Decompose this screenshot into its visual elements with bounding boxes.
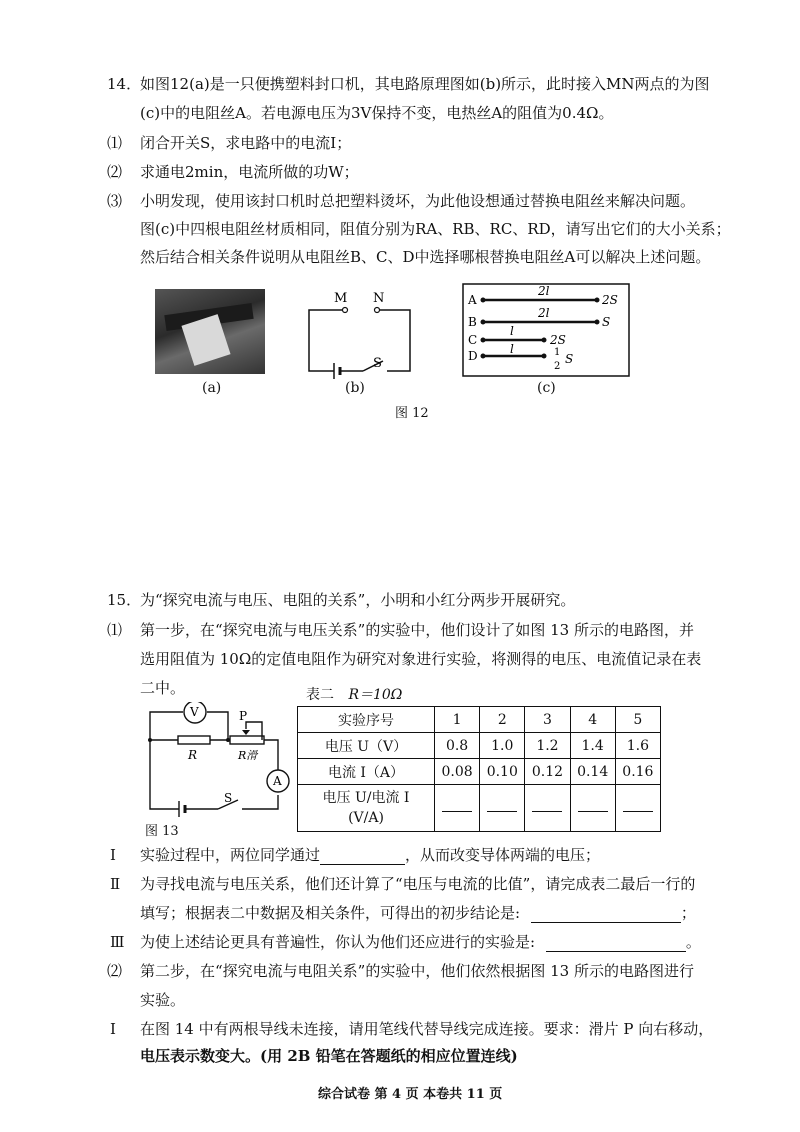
table-cell: 1.0	[480, 733, 525, 759]
wire-d-area-denominator: 2	[554, 361, 561, 372]
circuit-diagram-fig13	[140, 702, 295, 820]
wire-d-length: l	[510, 342, 514, 356]
table2-resistance: R＝10Ω	[348, 687, 403, 703]
table-cell: 5	[615, 707, 660, 733]
table-cell: 1.6	[615, 733, 660, 759]
page-footer: 综合试卷 第 4 页 本卷共 11 页	[318, 1087, 503, 1102]
answer-blank[interactable]	[320, 848, 405, 865]
q14-text-line1: 如图12(a)是一只便携塑料封口机，其电路原理图如(b)所示，此时接入MN两点的为图	[140, 75, 710, 93]
terminal-n-label: N	[373, 291, 385, 306]
table-cell: 2	[480, 707, 525, 733]
table-row	[298, 759, 661, 785]
q15-ii-line2	[140, 903, 696, 923]
q15-iii-text	[140, 932, 701, 952]
wire-b-area: S	[602, 315, 611, 329]
table-cell: 0.14	[570, 759, 615, 785]
q15-part2-number: ⑵	[107, 962, 123, 980]
q15-part1-line1: 第一步，在“探究电流与电压关系”的实验中，他们设计了如图 13 所示的电路图，并	[140, 621, 694, 639]
q15-part1-line3: 二中。	[140, 679, 186, 697]
q14-sub2-number: ⑵	[107, 163, 123, 181]
table-cell: 0.08	[435, 759, 480, 785]
wire-c-area: 2S	[550, 333, 566, 347]
table-cell: 1.2	[525, 733, 570, 759]
q15-part2-line2: 实验。	[140, 991, 186, 1009]
q15-part2-line1: 第二步，在“探究电流与电阻关系”的实验中，他们依然根据图 13 所示的电路图进行	[140, 962, 694, 980]
q14-sub2-text: 求通电2min，电流所做的功W；	[140, 163, 359, 181]
fig12-label-b: (b)	[345, 380, 365, 396]
q14-sub3-line1: 小明发现，使用该封口机时总把塑料烫坏，为此他设想通过替换电阻丝来解决问题。	[140, 192, 696, 210]
answer-blank[interactable]	[546, 935, 686, 952]
table-cell: 0.16	[615, 759, 660, 785]
ratio-label-line1: 电压 U/电流 I	[322, 790, 410, 806]
q15-ii-line1: 为寻找电流与电压关系，他们还计算了“电压与电流的比值”，请完成表二最后一行的	[140, 875, 696, 893]
wire-d-area-s: S	[565, 352, 574, 366]
q15-i-text-a: 实验过程中，两位同学通过	[140, 846, 321, 864]
q15-part2-i-number: Ⅰ	[110, 1020, 116, 1038]
q15-i-number: Ⅰ	[110, 846, 116, 864]
q15-ii-line2-text: 填写；根据表二中数据及相关条件，可得出的初步结论是:	[140, 904, 521, 922]
wire-c-name: C	[468, 333, 478, 347]
q15-part1-number: ⑴	[107, 621, 123, 639]
ratio-answer-cell[interactable]	[435, 785, 480, 832]
wire-d-area-numerator: 1	[554, 347, 561, 358]
ratio-answer-cell[interactable]	[615, 785, 660, 832]
q14-text-line2: (c)中的电阻丝A。若电源电压为3V保持不变，电热丝A的阻值为0.4Ω。	[140, 104, 614, 122]
wire-a-length: 2l	[538, 284, 550, 298]
q15-ii-end: ；	[680, 904, 696, 922]
q15-part2-i-line2: 电压表示数变大。(用 2B 铅笔在答题纸的相应位置连线)	[140, 1047, 518, 1065]
table2-title	[306, 685, 402, 705]
table-cell: 4	[570, 707, 615, 733]
q15-intro: 为“探究电流与电压、电阻的关系”，小明和小红分两步开展研究。	[140, 591, 576, 609]
q14-sub3-line2: 图(c)中四根电阻丝材质相同，阻值分别为RA、RB、RC、RD，请写出它们的大小关系；	[140, 220, 731, 238]
table-cell: 3	[525, 707, 570, 733]
table2-label: 表二	[306, 687, 334, 703]
q15-part1-line2: 选用阻值为 10Ω的定值电阻作为研究对象进行实验，将测得的电压、电流值记录在表	[140, 650, 702, 668]
wire-a-name: A	[468, 293, 477, 307]
q15-number: 15．	[107, 591, 142, 609]
q15-i-text-b: ，从而改变导体两端的电压；	[405, 846, 601, 864]
table-header-seq: 实验序号	[298, 707, 435, 733]
data-table-2	[297, 706, 661, 832]
table-row	[298, 785, 661, 832]
q14-sub3-line3: 然后结合相关条件说明从电阻丝B、C、D中选择哪根替换电阻丝A可以解决上述问题。	[140, 248, 711, 266]
q15-part2-i-line1: 在图 14 中有两根导线未连接，请用笔线代替导线完成连接。要求：滑片 P 向右移动，	[140, 1020, 714, 1038]
wire-a-area: 2S	[602, 293, 618, 307]
table-cell: 1.4	[570, 733, 615, 759]
table-header-ratio	[298, 785, 435, 832]
ratio-label-line2: (V/A)	[348, 810, 384, 826]
q14-sub3-number: ⑶	[107, 192, 123, 210]
sealer-photo	[155, 289, 265, 374]
fig13-caption: 图 13	[145, 824, 179, 839]
table-cell: 1	[435, 707, 480, 733]
ammeter-label: A	[273, 774, 282, 788]
q14-sub1-text: 闭合开关S，求电路中的电流I；	[140, 134, 352, 152]
switch-s-label: S	[373, 356, 382, 371]
table-row	[298, 733, 661, 759]
table-cell: 0.8	[435, 733, 480, 759]
q15-i-text	[140, 845, 600, 865]
switch-s-label-fig13: S	[224, 791, 233, 805]
answer-blank[interactable]	[531, 906, 681, 923]
voltmeter-label: V	[190, 705, 199, 719]
rheostat-label: R滑	[238, 749, 258, 762]
table-header-current: 电流 I（A）	[298, 759, 435, 785]
q15-iii-end: 。	[685, 933, 701, 951]
q14-sub1-number: ⑴	[107, 134, 123, 152]
table-cell: 0.12	[525, 759, 570, 785]
ratio-answer-cell[interactable]	[525, 785, 570, 832]
fig12-label-a: (a)	[202, 380, 222, 396]
fig12-caption: 图 12	[395, 406, 429, 421]
terminal-m-label: M	[334, 291, 348, 306]
fig12-label-c: (c)	[537, 380, 556, 396]
table-cell: 0.10	[480, 759, 525, 785]
resistor-r-label: R	[188, 748, 198, 762]
ratio-answer-cell[interactable]	[480, 785, 525, 832]
wire-b-length: 2l	[538, 306, 550, 320]
wire-c-length: l	[510, 324, 514, 338]
q15-iii-number: Ⅲ	[110, 933, 125, 951]
wire-d-name: D	[468, 349, 478, 363]
wire-b-name: B	[468, 315, 477, 329]
q15-iii-text-a: 为使上述结论更具有普遍性，你认为他们还应进行的实验是:	[140, 933, 536, 951]
slider-p-label: P	[239, 709, 248, 723]
circuit-diagram-b	[295, 285, 425, 380]
q15-ii-number: Ⅱ	[110, 875, 121, 893]
ratio-answer-cell[interactable]	[570, 785, 615, 832]
table-row	[298, 707, 661, 733]
table-header-voltage: 电压 U（V）	[298, 733, 435, 759]
q14-number: 14．	[107, 75, 142, 93]
resistance-wires-panel	[462, 283, 632, 378]
